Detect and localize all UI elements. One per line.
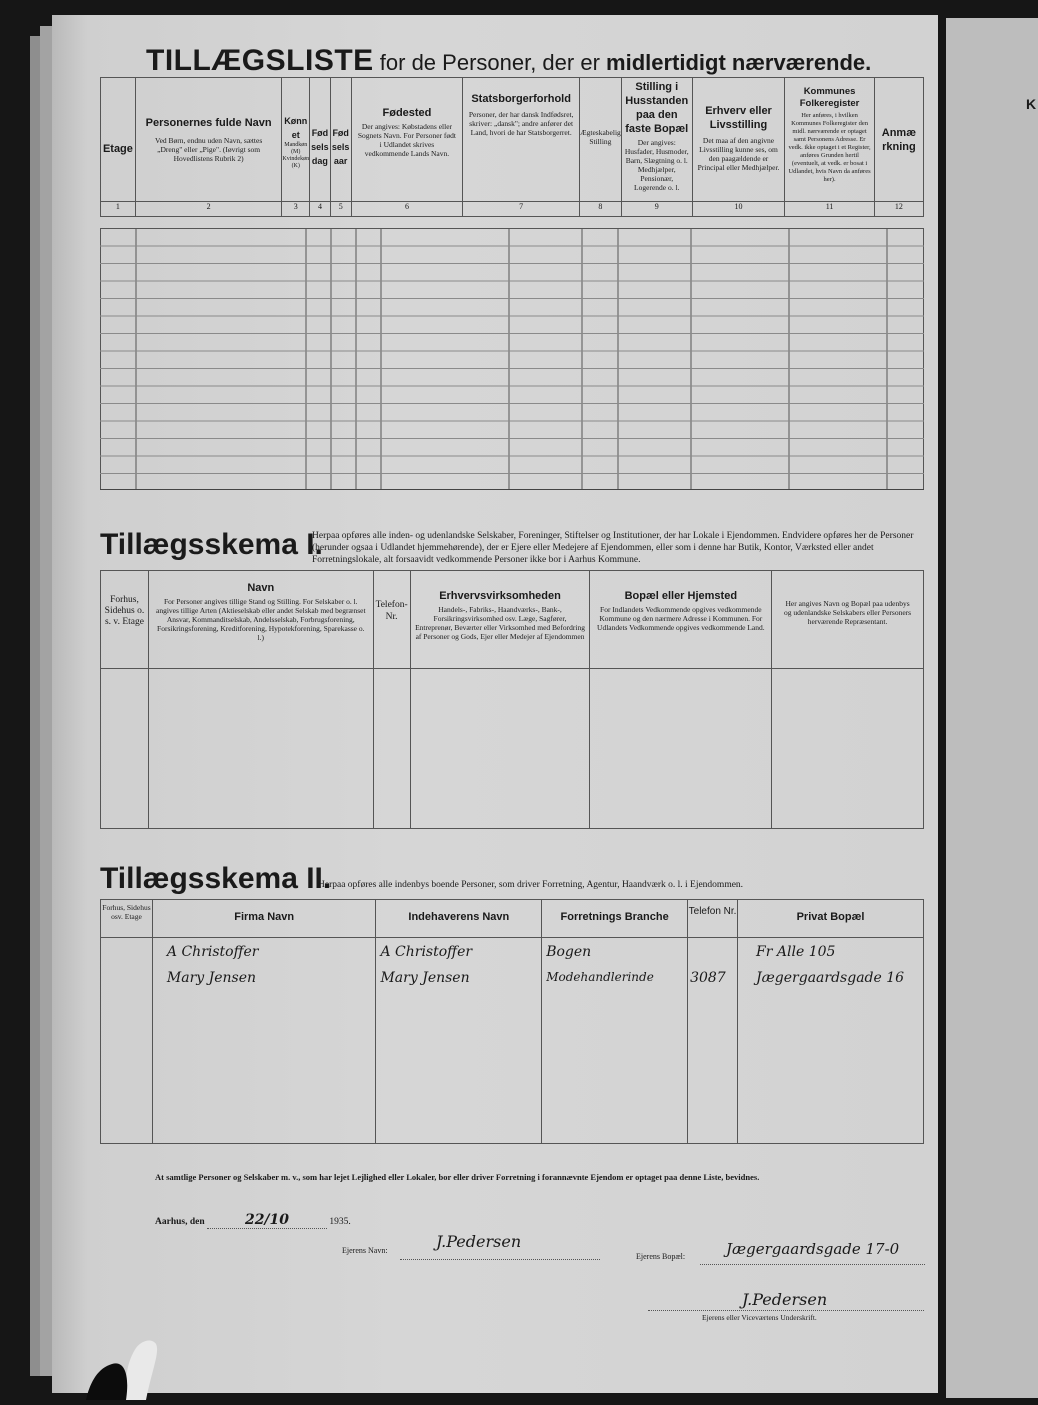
row1-firma: A Christoffer <box>166 944 259 960</box>
header-cell: Fødested Der angives: Købstadens eller Sognets Navn. For Personer født i Udlandet skrives vedkommende Lands Navn. <box>351 78 463 202</box>
row1-branche: Bogen <box>546 944 592 960</box>
main-list-grid <box>100 228 924 490</box>
adjacent-page-letter: K <box>1026 96 1037 112</box>
schema2-body <box>101 938 924 1144</box>
header-cell: Privat Bopæl <box>738 900 924 938</box>
header-cell: Fødselsdag <box>310 78 331 202</box>
page-title <box>146 44 871 78</box>
header-cell: Kønnet Mandkøn (M) Kvindekøn (K) <box>282 78 310 202</box>
second-signature: J.Pedersen <box>742 1290 828 1309</box>
header-cell: Erhvervsvirksomheden Handels-, Fabriks-, Haandværks-, Bank-, Forsikringsvirksomhed osv. Læge, Sagfører, Entreprenør, Beværter eller Virksomhed med Befordring af Personer og Gods, Ejer eller Medejer af Ejendommen <box>410 571 590 669</box>
header-cell: Personernes fulde Navn Ved Børn, endnu uden Navn, sættes „Dreng" eller „Pige". (Iøvrigt som Hovedlistens Rubrik 2) <box>135 78 282 202</box>
header-cell: Indehaverens Navn <box>376 900 542 938</box>
row2-branche: Modehandlerinde <box>546 970 654 984</box>
row1-bopael: Fr Alle 105 <box>756 944 836 960</box>
schema1-body <box>101 669 924 829</box>
row2-bopael: Jægergaardsgade 16 <box>756 970 905 986</box>
row2-indehaver: Mary Jensen <box>380 970 470 986</box>
schema1-header-row <box>101 571 924 669</box>
title-main: TILLÆGSLISTE <box>146 44 374 77</box>
second-signature-line <box>648 1310 924 1311</box>
header-cell: Telefon-Nr. <box>373 571 410 669</box>
header-cell: Forretnings Branche <box>542 900 688 938</box>
footer-date-line <box>155 1212 351 1229</box>
header-cell: Etage <box>101 78 136 202</box>
header-cell: Forhus, Sidehus osv. Etage <box>101 900 153 938</box>
row2-telefon: 3087 <box>690 970 726 986</box>
schema2-title: Tillægsskema II. <box>100 862 332 895</box>
owner-signature: J.Pedersen <box>436 1232 522 1251</box>
adjacent-page <box>946 18 1038 1398</box>
owner-name-label: Ejerens Navn: <box>342 1246 388 1255</box>
city-label: Aarhus, den <box>155 1217 205 1227</box>
header-cell: Firma Navn <box>152 900 376 938</box>
row1-telefon <box>690 944 737 970</box>
title-bold: midlertidigt nærværende. <box>606 50 872 75</box>
owner-address: Jægergaardsgade 17-0 <box>726 1240 900 1258</box>
thumb-object <box>86 1330 162 1400</box>
owner-address-line <box>700 1264 925 1265</box>
schema1-title: Tillægsskema I. <box>100 528 323 561</box>
row2-firma: Mary Jensen <box>166 970 257 986</box>
header-cell: Anmærkning <box>874 78 923 202</box>
header-cell: Bopæl eller Hjemsted For Indlandets Vedkommende opgives vedkommende Kommune og den nærmere Adresse i Kommunen. For Udlandets Vedkommende opgives vedkommende Land. <box>590 571 772 669</box>
main-list-rows <box>100 228 924 490</box>
schema1-table <box>100 570 924 829</box>
row1-indehaver: A Christoffer <box>380 944 473 960</box>
header-cell: Her angives Navn og Bopæl paa udenbys og udenlandske Selskabers eller Personers herværende Repræsentant. <box>772 571 924 669</box>
header-cell: Fødselsaar <box>330 78 351 202</box>
schema1-description: Herpaa opføres alle inden- og udenlandske Selskaber, Foreninger, Stiftelser og Institutioner, der har Lokale i Ejendommen. Endvidere opføres her de Personer (herunder ogsaa i Udlandet hjemmehørende), der er Ejere eller Medejere af Ejendommen, eller som i denne har Butik, Kontor, Værksted eller andet Forretningslokale, alt forsaavidt vedkommende Personer ikke bor i Aarhus Kommune. <box>312 531 914 565</box>
header-cell: Statsborgerforhold Personer, der har dansk Indfødsret, skriver: „dansk"; andre anfører det Land, hvori de har Statsborgerret. <box>463 78 580 202</box>
header-cell: Kommunes Folkeregister Her anføres, i hvilken Kommunes Folkeregister den midl. nærværende er optaget samt Personens Adresse. Er vedk. ikke optaget i et Register, anføres Grunden hertil (eventuelt, at vedk. er bosat i Udlandet, hvis Navn da anføres her). <box>785 78 874 202</box>
header-cell: Telefon Nr. <box>688 900 738 938</box>
schema2-description: Herpaa opføres alle indenbys boende Personer, som driver Forretning, Agentur, Haandværk o. l. i Ejendommen. <box>318 880 744 890</box>
footer-statement: At samtlige Personer og Selskaber m. v., som har lejet Lejlighed eller Lokaler, bor eller driver Forretning i forannævnte Ejendom er optaget paa denne Liste, bevidnes. <box>155 1172 760 1182</box>
header-cell: Navn For Personer angives tillige Stand og Stilling. For Selskaber o. l. angives tillige Arten (Aktieselskab eller andet Selskab med begrænset Ansvar, Kommanditselskab, Andelsselskab, Forbrugsforening, Forsikringsforening, Kreditforening, Hypotekforening, Sparekasse o. l.) <box>148 571 373 669</box>
schema2-header-row <box>101 900 924 938</box>
second-signature-label: Ejerens eller Viceværtens Underskrift. <box>702 1313 817 1322</box>
main-list-number-row: 1 2 3 4 5 6 7 8 9 10 11 12 <box>101 202 924 217</box>
header-cell: Erhverv eller Livsstilling Det maa af den angivne Livsstilling kunne ses, om den paagældende er Principal eller Medhjælper. <box>692 78 785 202</box>
year-label: 1935. <box>329 1217 351 1227</box>
header-cell: Ægteskabelig Stilling <box>579 78 621 202</box>
owner-name-line <box>400 1259 600 1260</box>
header-cell: Stilling i Husstanden paa den faste Bopæl Der angives: Husfader, Husmoder, Barn, Slægtning o. l. Medhjælper, Pensionær, Logerende o. l. <box>621 78 692 202</box>
owner-address-label: Ejerens Bopæl: <box>636 1252 686 1261</box>
main-list-table <box>100 77 924 217</box>
date-value: 22/10 <box>244 1212 290 1228</box>
main-list-header-row <box>101 78 924 202</box>
schema2-table <box>100 899 924 1144</box>
title-mid: for de Personer, der er <box>373 50 607 75</box>
header-cell: Forhus, Sidehus o. s. v. Etage <box>101 571 149 669</box>
